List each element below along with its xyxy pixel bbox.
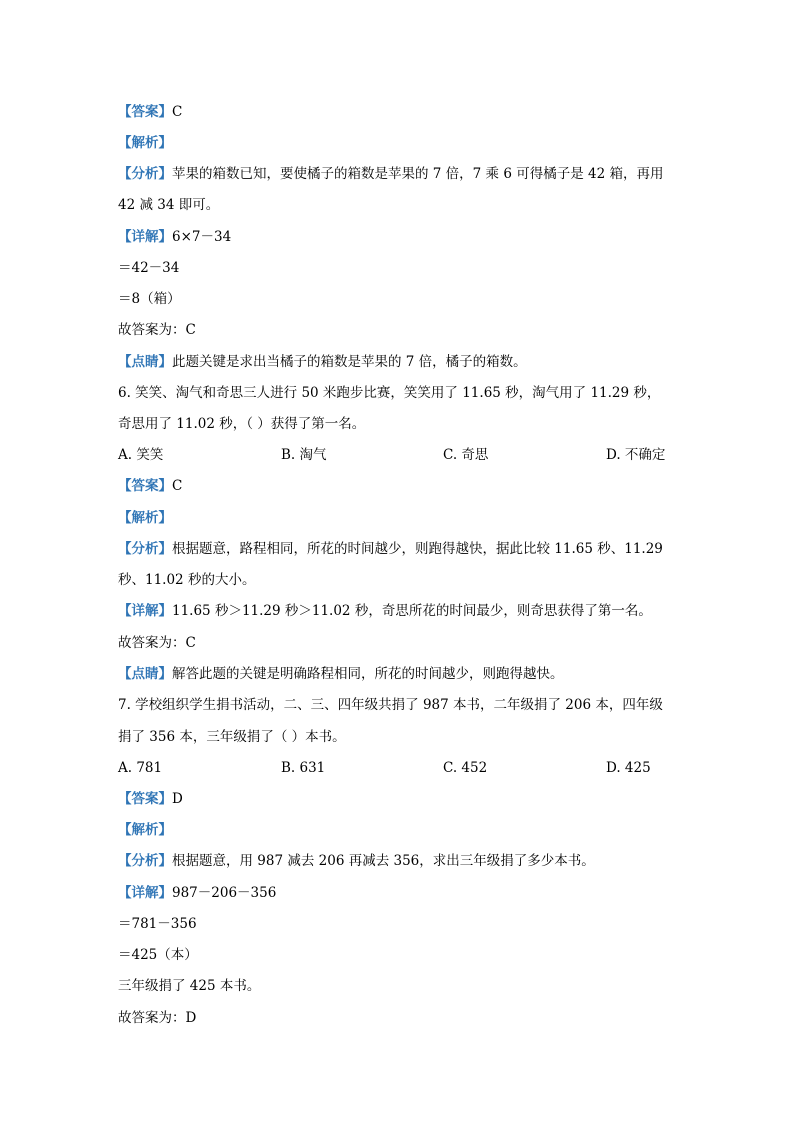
q7-jiexi-heading: 【解析】 xyxy=(118,822,172,838)
q6-jiexi-heading: 【解析】 xyxy=(118,510,172,526)
q7-stem-line-1: 7. 学校组织学生捐书活动，二、三、四年级共捐了 987 本书，二年级捐了 206 本，四年级 xyxy=(118,697,663,713)
q6-stem-line-2: 奇思用了 11.02 秒，（ ）获得了第一名。 xyxy=(118,416,366,432)
xiangjie-text: 6×7－34 xyxy=(172,229,232,245)
q7-xiangjie-line-4: 三年级捐了 425 本书。 xyxy=(118,978,261,994)
q7-xiangjie-line-1 xyxy=(118,884,276,902)
answer-value: D xyxy=(172,791,183,807)
fenxi-text: 根据题意，用 987 减去 206 再减去 356，求出三年级捐了多少本书。 xyxy=(172,853,595,869)
q5-guda: 故答案为：C xyxy=(118,322,196,338)
q6-dianjing-line xyxy=(118,665,564,683)
fenxi-text: 苹果的箱数已知，要使橘子的箱数是苹果的 7 倍，7 乘 6 可得橘子是 42 箱，再用 xyxy=(172,166,664,182)
q7-stem-line-2: 捐了 356 本，三年级捐了（ ）本书。 xyxy=(118,729,346,745)
dianjing-text: 解答此题的关键是明确路程相同，所花的时间越少，则跑得越快。 xyxy=(172,666,564,682)
q6-option-d: D. 不确定 xyxy=(606,447,666,463)
q7-xiangjie-line-3: ＝425（本） xyxy=(118,947,198,963)
xiangjie-tag: 【详解】 xyxy=(118,229,172,245)
answer-value: C xyxy=(172,104,183,120)
q7-xiangjie-line-2: ＝781－356 xyxy=(118,916,197,932)
fenxi-text: 根据题意，路程相同，所花的时间越少，则跑得越快，据此比较 11.65 秒、11.29 xyxy=(172,541,663,557)
xiangjie-tag: 【详解】 xyxy=(118,603,172,619)
xiangjie-tag: 【详解】 xyxy=(118,885,172,901)
q5-jiexi-heading: 【解析】 xyxy=(118,135,172,151)
q6-answer-line xyxy=(118,477,182,495)
q6-guda: 故答案为：C xyxy=(118,635,196,651)
dianjing-tag: 【点睛】 xyxy=(118,666,172,682)
q6-stem-line-1: 6. 笑笑、淘气和奇思三人进行 50 米跑步比赛，笑笑用了 11.65 秒，淘气用了 11.29 秒， xyxy=(118,385,661,401)
xiangjie-text: 987－206－356 xyxy=(172,885,277,901)
q5-dianjing-line xyxy=(118,353,527,371)
q5-xiangjie-line-3: ＝8（箱） xyxy=(118,291,181,307)
dianjing-text: 此题关键是求出当橘子的箱数是苹果的 7 倍，橘子的箱数。 xyxy=(172,354,527,370)
q6-xiangjie-line xyxy=(118,602,652,620)
q6-fenxi-line-2: 秒、11.02 秒的大小。 xyxy=(118,572,256,588)
q5-fenxi-line-2: 42 减 34 即可。 xyxy=(118,197,220,213)
q7-option-a: A. 781 xyxy=(118,760,163,776)
q6-fenxi-line-1 xyxy=(118,540,663,558)
q7-fenxi-line xyxy=(118,852,595,870)
q7-option-b: B. 631 xyxy=(281,760,326,776)
answer-value: C xyxy=(172,478,183,494)
q7-option-d: D. 425 xyxy=(606,760,651,776)
answer-tag: 【答案】 xyxy=(118,478,172,494)
q6-option-a: A. 笑笑 xyxy=(118,447,164,463)
q6-option-c: C. 奇思 xyxy=(443,447,489,463)
q5-xiangjie-line-2: ＝42－34 xyxy=(118,260,180,276)
q5-xiangjie-line-1 xyxy=(118,228,231,246)
fenxi-tag: 【分析】 xyxy=(118,853,172,869)
answer-tag: 【答案】 xyxy=(118,104,172,120)
dianjing-tag: 【点睛】 xyxy=(118,354,172,370)
answer-tag: 【答案】 xyxy=(118,791,172,807)
fenxi-tag: 【分析】 xyxy=(118,166,172,182)
q7-guda: 故答案为：D xyxy=(118,1010,197,1026)
fenxi-tag: 【分析】 xyxy=(118,541,172,557)
q7-answer-line xyxy=(118,790,183,808)
q5-answer-line xyxy=(118,103,182,121)
q5-fenxi-line-1 xyxy=(118,165,663,183)
q7-option-c: C. 452 xyxy=(443,760,488,776)
xiangjie-text: 11.65 秒＞11.29 秒＞11.02 秒，奇思所花的时间最少，则奇思获得了第一名。 xyxy=(172,603,652,619)
q6-option-b: B. 淘气 xyxy=(281,447,327,463)
